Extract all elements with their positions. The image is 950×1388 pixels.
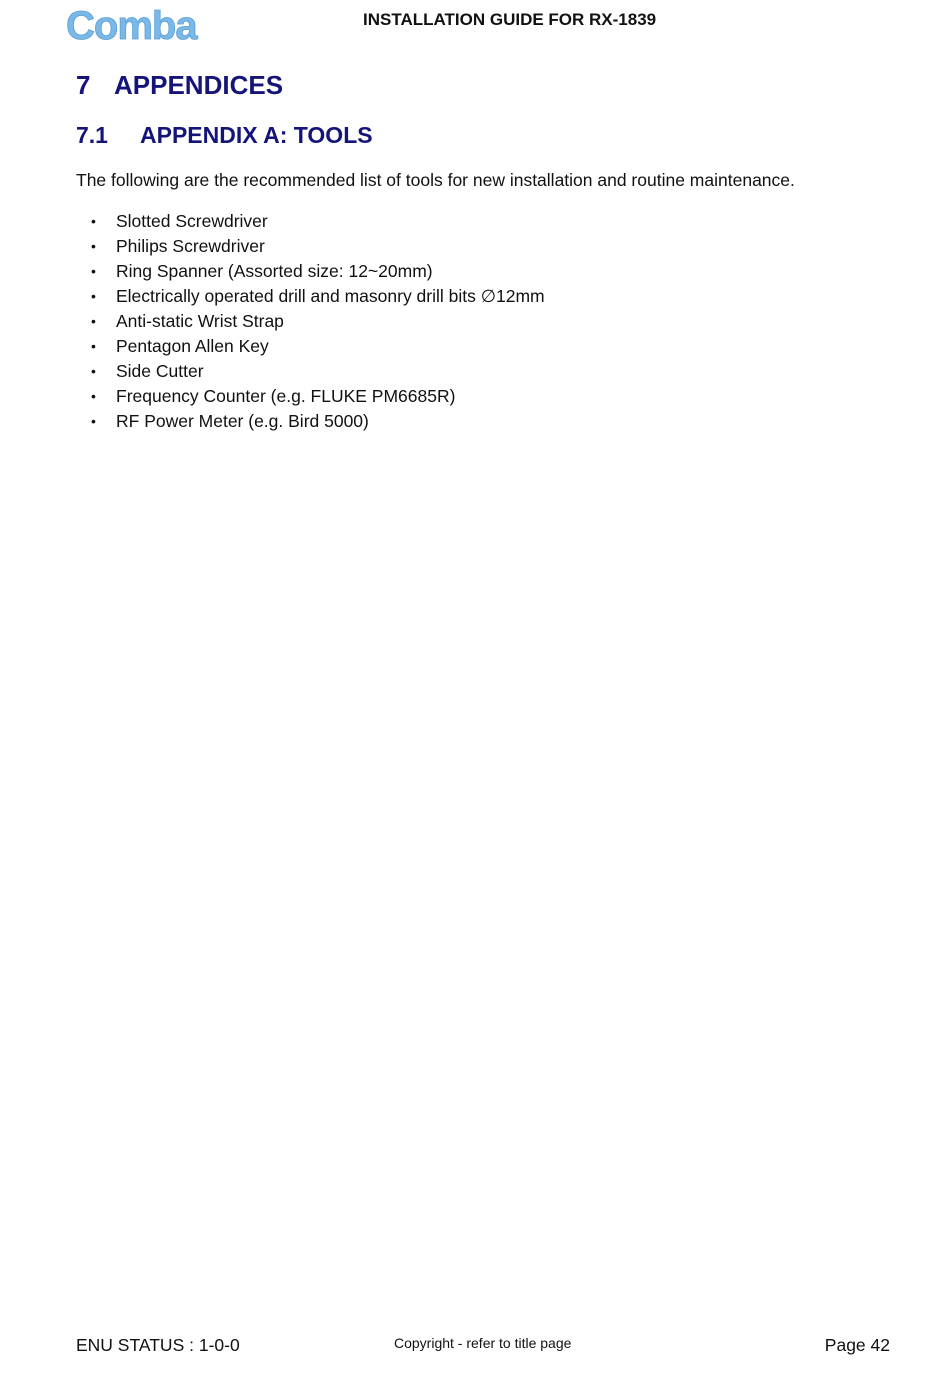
list-item-text: Ring Spanner (Assorted size: 12~20mm) bbox=[116, 261, 433, 281]
logo-wordmark: Comba bbox=[66, 6, 197, 46]
list-item-text: Side Cutter bbox=[116, 361, 204, 381]
bullet-icon: • bbox=[91, 238, 96, 254]
bullet-icon: • bbox=[91, 313, 96, 329]
document-header-title: INSTALLATION GUIDE FOR RX-1839 bbox=[363, 10, 657, 29]
subsection-heading bbox=[76, 122, 373, 149]
intro-paragraph: The following are the recommended list of tools for new installation and routine maintenance. bbox=[76, 170, 795, 190]
subsection-title: APPENDIX A: TOOLS bbox=[140, 122, 373, 148]
section-title: APPENDICES bbox=[114, 70, 284, 100]
list-item-text: Electrically operated drill and masonry drill bits ∅12mm bbox=[116, 286, 545, 306]
list-item-text: RF Power Meter (e.g. Bird 5000) bbox=[116, 411, 369, 431]
list-item-text: Philips Screwdriver bbox=[116, 236, 265, 256]
bullet-icon: • bbox=[91, 263, 96, 279]
list-item-text: Frequency Counter (e.g. FLUKE PM6685R) bbox=[116, 386, 456, 406]
footer-page-number: Page 42 bbox=[824, 1335, 890, 1355]
list-item-text: Slotted Screwdriver bbox=[116, 211, 268, 231]
bullet-icon: • bbox=[91, 413, 96, 429]
bullet-icon: • bbox=[91, 288, 96, 304]
bullet-icon: • bbox=[91, 388, 96, 404]
list-item-text: Anti-static Wrist Strap bbox=[116, 311, 284, 331]
subsection-number: 7.1 bbox=[76, 122, 108, 148]
bullet-icon: • bbox=[91, 363, 96, 379]
comba-logo bbox=[66, 6, 222, 46]
bullet-icon: • bbox=[91, 338, 96, 354]
footer-copyright: Copyright - refer to title page bbox=[394, 1335, 572, 1351]
footer-status: ENU STATUS : 1-0-0 bbox=[76, 1335, 240, 1355]
list-item-text: Pentagon Allen Key bbox=[116, 336, 269, 356]
section-number: 7 bbox=[76, 70, 91, 100]
bullet-icon: • bbox=[91, 213, 96, 229]
section-heading bbox=[76, 70, 283, 101]
